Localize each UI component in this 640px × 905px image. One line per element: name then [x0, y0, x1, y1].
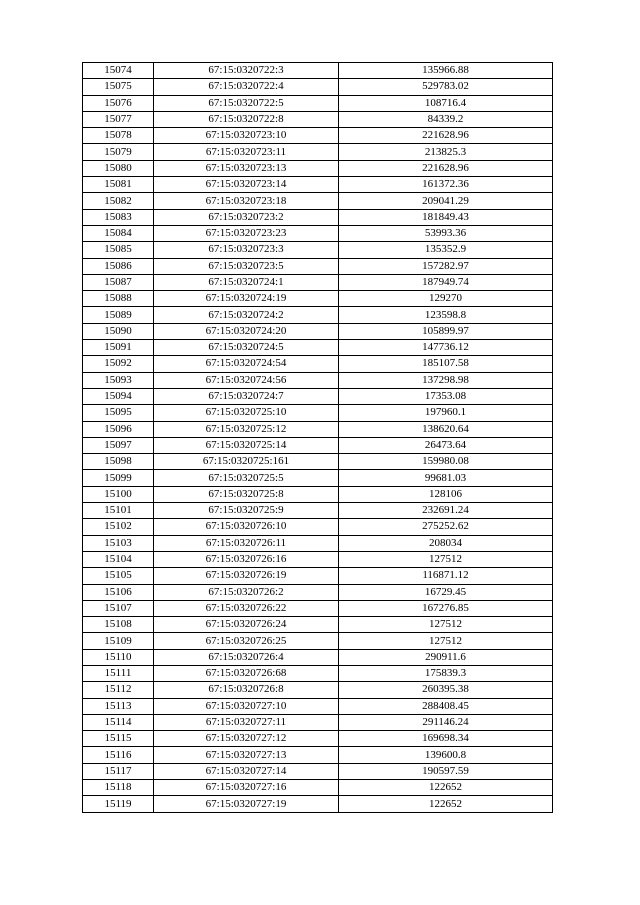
cadastral-value-cell: 127512: [339, 633, 553, 649]
cadastral-number-cell: 67:15:0320725:8: [154, 486, 339, 502]
table-row: [83, 600, 553, 616]
cadastral-number-cell: 67:15:0320726:10: [154, 519, 339, 535]
row-number-cell: 15093: [83, 372, 154, 388]
cadastral-number-cell: 67:15:0320724:20: [154, 323, 339, 339]
cadastral-number-cell: 67:15:0320722:3: [154, 63, 339, 79]
table-row: [83, 714, 553, 730]
cadastral-number-cell: 67:15:0320726:11: [154, 535, 339, 551]
table-row: [83, 649, 553, 665]
table-row: [83, 95, 553, 111]
cadastral-value-cell: 232691.24: [339, 503, 553, 519]
table-body: [83, 63, 553, 813]
cadastral-number-cell: 67:15:0320726:2: [154, 584, 339, 600]
row-number-cell: 15080: [83, 160, 154, 176]
table-row: [83, 79, 553, 95]
table-row: [83, 160, 553, 176]
cadastral-value-cell: 213825.3: [339, 144, 553, 160]
table-row: [83, 356, 553, 372]
row-number-cell: 15075: [83, 79, 154, 95]
cadastral-value-table: [82, 62, 553, 813]
cadastral-number-cell: 67:15:0320725:10: [154, 405, 339, 421]
cadastral-number-cell: 67:15:0320723:13: [154, 160, 339, 176]
cadastral-number-cell: 67:15:0320724:1: [154, 274, 339, 290]
cadastral-value-cell: 129270: [339, 291, 553, 307]
row-number-cell: 15094: [83, 388, 154, 404]
table-row: [83, 209, 553, 225]
row-number-cell: 15113: [83, 698, 154, 714]
cadastral-number-cell: 67:15:0320725:14: [154, 437, 339, 453]
cadastral-number-cell: 67:15:0320727:16: [154, 780, 339, 796]
row-number-cell: 15087: [83, 274, 154, 290]
cadastral-number-cell: 67:15:0320726:24: [154, 617, 339, 633]
row-number-cell: 15116: [83, 747, 154, 763]
cadastral-number-cell: 67:15:0320722:8: [154, 111, 339, 127]
table-row: [83, 128, 553, 144]
cadastral-number-cell: 67:15:0320724:5: [154, 340, 339, 356]
cadastral-value-cell: 16729.45: [339, 584, 553, 600]
row-number-cell: 15117: [83, 763, 154, 779]
cadastral-number-cell: 67:15:0320725:9: [154, 503, 339, 519]
table-row: [83, 291, 553, 307]
cadastral-value-cell: 181849.43: [339, 209, 553, 225]
cadastral-value-cell: 53993.36: [339, 225, 553, 241]
table-row: [83, 584, 553, 600]
cadastral-number-cell: 67:15:0320727:11: [154, 714, 339, 730]
cadastral-number-cell: 67:15:0320726:4: [154, 649, 339, 665]
row-number-cell: 15092: [83, 356, 154, 372]
cadastral-value-cell: 116871.12: [339, 568, 553, 584]
table-row: [83, 519, 553, 535]
table-row: [83, 682, 553, 698]
cadastral-value-cell: 123598.8: [339, 307, 553, 323]
table-row: [83, 437, 553, 453]
cadastral-number-cell: 67:15:0320724:19: [154, 291, 339, 307]
cadastral-number-cell: 67:15:0320725:5: [154, 470, 339, 486]
cadastral-value-cell: 221628.96: [339, 160, 553, 176]
table-row: [83, 503, 553, 519]
table-row: [83, 421, 553, 437]
row-number-cell: 15082: [83, 193, 154, 209]
table-row: [83, 340, 553, 356]
cadastral-number-cell: 67:15:0320723:23: [154, 225, 339, 241]
row-number-cell: 15104: [83, 551, 154, 567]
cadastral-number-cell: 67:15:0320727:13: [154, 747, 339, 763]
table-row: [83, 307, 553, 323]
cadastral-number-cell: 67:15:0320727:19: [154, 796, 339, 812]
cadastral-value-cell: 128106: [339, 486, 553, 502]
cadastral-value-cell: 275252.62: [339, 519, 553, 535]
row-number-cell: 15084: [83, 225, 154, 241]
table-row: [83, 698, 553, 714]
row-number-cell: 15095: [83, 405, 154, 421]
cadastral-number-cell: 67:15:0320722:4: [154, 79, 339, 95]
table-row: [83, 63, 553, 79]
cadastral-value-cell: 159980.08: [339, 454, 553, 470]
cadastral-value-cell: 108716.4: [339, 95, 553, 111]
cadastral-value-cell: 190597.59: [339, 763, 553, 779]
table-row: [83, 731, 553, 747]
row-number-cell: 15118: [83, 780, 154, 796]
cadastral-number-cell: 67:15:0320726:68: [154, 665, 339, 681]
cadastral-value-cell: 84339.2: [339, 111, 553, 127]
cadastral-value-cell: 175839.3: [339, 665, 553, 681]
row-number-cell: 15074: [83, 63, 154, 79]
table-row: [83, 372, 553, 388]
row-number-cell: 15086: [83, 258, 154, 274]
row-number-cell: 15108: [83, 617, 154, 633]
table-row: [83, 535, 553, 551]
cadastral-number-cell: 67:15:0320723:18: [154, 193, 339, 209]
cadastral-value-cell: 209041.29: [339, 193, 553, 209]
cadastral-number-cell: 67:15:0320725:12: [154, 421, 339, 437]
row-number-cell: 15077: [83, 111, 154, 127]
row-number-cell: 15106: [83, 584, 154, 600]
row-number-cell: 15096: [83, 421, 154, 437]
cadastral-value-cell: 208034: [339, 535, 553, 551]
cadastral-value-cell: 99681.03: [339, 470, 553, 486]
table-row: [83, 274, 553, 290]
cadastral-number-cell: 67:15:0320724:7: [154, 388, 339, 404]
row-number-cell: 15114: [83, 714, 154, 730]
cadastral-number-cell: 67:15:0320723:2: [154, 209, 339, 225]
row-number-cell: 15090: [83, 323, 154, 339]
cadastral-value-cell: 169698.34: [339, 731, 553, 747]
cadastral-value-cell: 167276.85: [339, 600, 553, 616]
table-row: [83, 454, 553, 470]
table-row: [83, 486, 553, 502]
row-number-cell: 15112: [83, 682, 154, 698]
cadastral-number-cell: 67:15:0320722:5: [154, 95, 339, 111]
row-number-cell: 15097: [83, 437, 154, 453]
cadastral-value-cell: 157282.97: [339, 258, 553, 274]
table-row: [83, 470, 553, 486]
cadastral-value-cell: 17353.08: [339, 388, 553, 404]
table-row: [83, 388, 553, 404]
table-row: [83, 780, 553, 796]
table-row: [83, 568, 553, 584]
table-row: [83, 144, 553, 160]
cadastral-value-cell: 260395.38: [339, 682, 553, 698]
table-row: [83, 177, 553, 193]
cadastral-number-cell: 67:15:0320726:16: [154, 551, 339, 567]
cadastral-number-cell: 67:15:0320726:19: [154, 568, 339, 584]
row-number-cell: 15111: [83, 665, 154, 681]
row-number-cell: 15076: [83, 95, 154, 111]
cadastral-value-cell: 127512: [339, 617, 553, 633]
row-number-cell: 15083: [83, 209, 154, 225]
cadastral-number-cell: 67:15:0320724:54: [154, 356, 339, 372]
cadastral-number-cell: 67:15:0320725:161: [154, 454, 339, 470]
table-row: [83, 665, 553, 681]
cadastral-number-cell: 67:15:0320723:3: [154, 242, 339, 258]
row-number-cell: 15102: [83, 519, 154, 535]
cadastral-number-cell: 67:15:0320724:56: [154, 372, 339, 388]
row-number-cell: 15100: [83, 486, 154, 502]
row-number-cell: 15107: [83, 600, 154, 616]
table-row: [83, 551, 553, 567]
cadastral-number-cell: 67:15:0320726:22: [154, 600, 339, 616]
cadastral-value-cell: 290911.6: [339, 649, 553, 665]
row-number-cell: 15085: [83, 242, 154, 258]
cadastral-number-cell: 67:15:0320724:2: [154, 307, 339, 323]
cadastral-number-cell: 67:15:0320727:10: [154, 698, 339, 714]
cadastral-value-cell: 26473.64: [339, 437, 553, 453]
row-number-cell: 15091: [83, 340, 154, 356]
cadastral-value-cell: 185107.58: [339, 356, 553, 372]
cadastral-value-cell: 105899.97: [339, 323, 553, 339]
table-row: [83, 193, 553, 209]
row-number-cell: 15078: [83, 128, 154, 144]
cadastral-number-cell: 67:15:0320723:14: [154, 177, 339, 193]
table-row: [83, 242, 553, 258]
cadastral-value-cell: 187949.74: [339, 274, 553, 290]
row-number-cell: 15098: [83, 454, 154, 470]
table-row: [83, 323, 553, 339]
table-row: [83, 633, 553, 649]
cadastral-number-cell: 67:15:0320727:12: [154, 731, 339, 747]
cadastral-value-cell: 135966.88: [339, 63, 553, 79]
cadastral-value-cell: 197960.1: [339, 405, 553, 421]
table-row: [83, 405, 553, 421]
table-row: [83, 111, 553, 127]
table-row: [83, 763, 553, 779]
row-number-cell: 15103: [83, 535, 154, 551]
table-row: [83, 747, 553, 763]
cadastral-value-cell: 221628.96: [339, 128, 553, 144]
cadastral-value-cell: 122652: [339, 796, 553, 812]
row-number-cell: 15119: [83, 796, 154, 812]
row-number-cell: 15110: [83, 649, 154, 665]
table-row: [83, 258, 553, 274]
cadastral-number-cell: 67:15:0320723:5: [154, 258, 339, 274]
cadastral-number-cell: 67:15:0320723:11: [154, 144, 339, 160]
row-number-cell: 15115: [83, 731, 154, 747]
cadastral-number-cell: 67:15:0320723:10: [154, 128, 339, 144]
cadastral-value-cell: 139600.8: [339, 747, 553, 763]
table-row: [83, 617, 553, 633]
row-number-cell: 15079: [83, 144, 154, 160]
row-number-cell: 15089: [83, 307, 154, 323]
cadastral-value-cell: 138620.64: [339, 421, 553, 437]
row-number-cell: 15081: [83, 177, 154, 193]
cadastral-value-cell: 529783.02: [339, 79, 553, 95]
table-row: [83, 225, 553, 241]
cadastral-value-cell: 137298.98: [339, 372, 553, 388]
cadastral-value-cell: 161372.36: [339, 177, 553, 193]
cadastral-number-cell: 67:15:0320726:25: [154, 633, 339, 649]
row-number-cell: 15109: [83, 633, 154, 649]
cadastral-value-cell: 288408.45: [339, 698, 553, 714]
row-number-cell: 15105: [83, 568, 154, 584]
cadastral-number-cell: 67:15:0320727:14: [154, 763, 339, 779]
cadastral-value-cell: 135352.9: [339, 242, 553, 258]
cadastral-value-cell: 291146.24: [339, 714, 553, 730]
cadastral-value-cell: 147736.12: [339, 340, 553, 356]
cadastral-value-cell: 127512: [339, 551, 553, 567]
row-number-cell: 15101: [83, 503, 154, 519]
row-number-cell: 15099: [83, 470, 154, 486]
row-number-cell: 15088: [83, 291, 154, 307]
table-row: [83, 796, 553, 812]
cadastral-value-cell: 122652: [339, 780, 553, 796]
cadastral-number-cell: 67:15:0320726:8: [154, 682, 339, 698]
